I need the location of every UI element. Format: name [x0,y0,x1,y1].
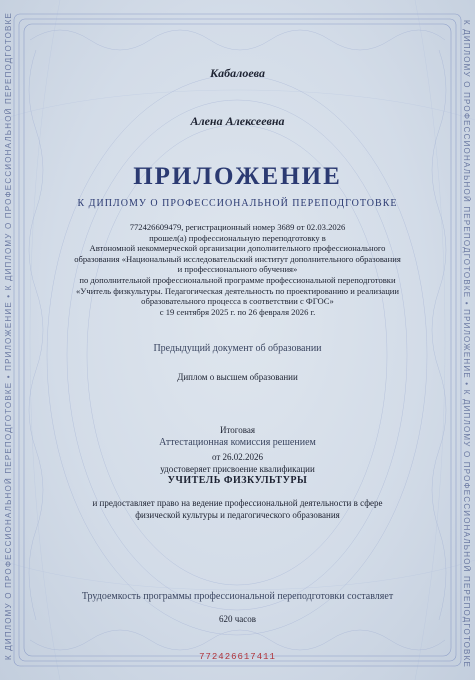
body-line: Автономной некоммерческой организации дополнительного профессионального [89,243,386,254]
document-title: ПРИЛОЖЕНИЕ [133,163,342,190]
body-line: образовательного процесса в соответствии с ФГОС» [141,296,334,307]
workload-label: Трудоемкость программы профессиональной переподготовки составляет [81,591,394,602]
previous-document-value: Диплом о высшем образовании [177,372,298,382]
body-line: прошел(а) профессиональную переподготовку в [149,232,326,243]
period-line: с 19 сентября 2025 г. по 26 февраля 2026 г. [159,306,316,317]
holder-surname: Кабалоева [210,66,265,80]
attestation-line-1: Итоговая [219,425,256,435]
document-subtitle: К ДИПЛОМУ О ПРОФЕССИОНАЛЬНОЙ ПЕРЕПОДГОТОВКЕ [77,198,398,209]
program-details [0,222,475,317]
registration-line: 772426609479, регистрационный номер 3689 от 02.03.2026 [129,222,346,232]
serial-number: 772426617411 [199,652,276,662]
holder-name: Алена Алексеевна [190,114,285,128]
side-microtext-left: К ДИПЛОМУ О ПРОФЕССИОНАЛЬНОЙ ПЕРЕПОДГОТОВКЕ • ПРИЛОЖЕНИЕ • К ДИПЛОМУ О ПРОФЕССИОНАЛЬНОЙ ПЕРЕПОДГОТОВКЕ [4,12,13,660]
rights-line-1: и предоставляет право на ведение профессиональной деятельности в сфере [92,498,383,508]
body-line: «Учитель физкультуры. Педагогическая деятельность по проектированию и реализации [75,285,399,296]
body-line: и профессионального обучения» [177,264,298,275]
rights-line-2: физической культуры и педагогического образования [135,510,340,520]
body-line: по дополнительной профессиональной программе профессиональной переподготовки [79,274,396,285]
qualification: УЧИТЕЛЬ ФИЗКУЛЬТУРЫ [167,475,308,486]
workload-hours: 620 часов [218,614,256,624]
attestation-date: от 26.02.2026 [211,452,264,462]
attestation-line-2: Аттестационная комиссия решением [159,437,316,448]
body-line: образования «Национальный исследовательский институт дополнительного образования [74,253,401,264]
previous-document-label: Предыдущий документ об образовании [153,343,322,354]
attestation-line-3: удостоверяет присвоение квалификации [160,464,315,474]
side-microtext-right: К ДИПЛОМУ О ПРОФЕССИОНАЛЬНОЙ ПЕРЕПОДГОТОВКЕ • ПРИЛОЖЕНИЕ • К ДИПЛОМУ О ПРОФЕССИОНАЛЬНОЙ ПЕРЕПОДГОТОВКЕ [462,20,471,668]
